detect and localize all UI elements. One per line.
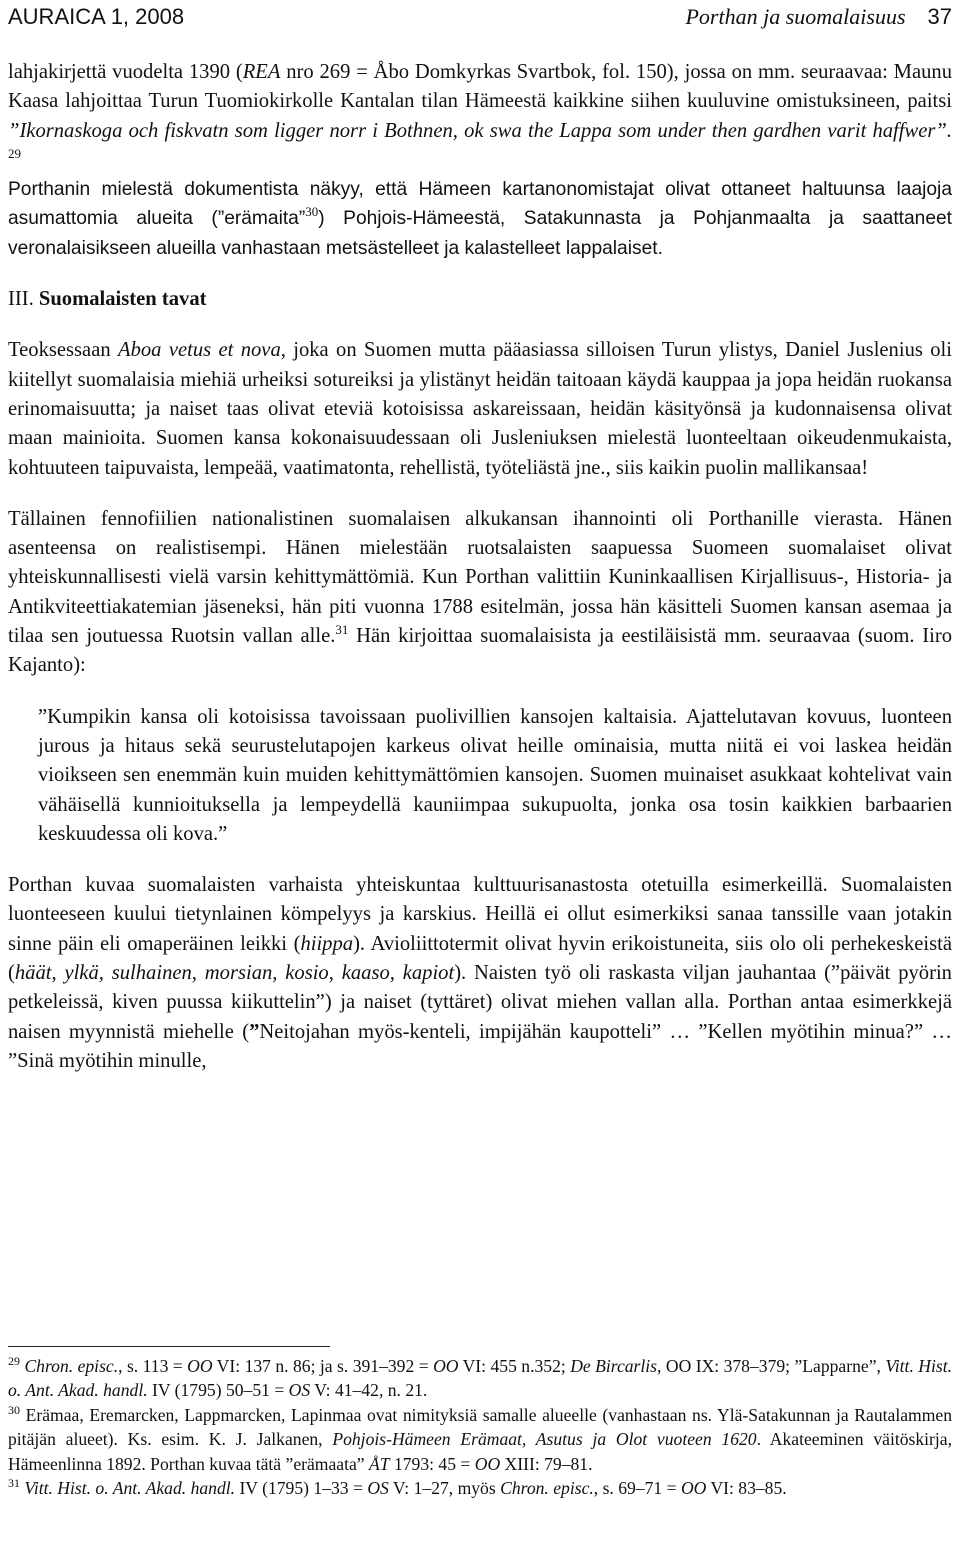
paragraph-1 <box>8 58 952 263</box>
italic-run: OO <box>680 1478 707 1499</box>
footnote-number: 31 <box>8 1476 20 1491</box>
text-run: IV (1795) 1–33 = <box>235 1478 368 1499</box>
header-right <box>685 4 952 30</box>
footnote-29 <box>8 1354 952 1403</box>
italic-run: hiippa <box>300 932 354 955</box>
footnote-ref-30[interactable]: 30 <box>305 204 319 220</box>
footnote-number: 30 <box>8 1402 20 1417</box>
text-run: lahjakirjettä vuodelta 1390 ( <box>8 61 243 83</box>
paragraph-2 <box>8 336 952 482</box>
text-run: Tällainen fennofiilien nationalistinen suomalaisen alkukansan ihannointi oli Porthanille vierasta. Hänen asenteensa on realistisempi. Hänen mielestään ruotsalaisten saapuessa Suomeen suomalaiset olivat yhteiskunnallisesti vielä varsin kehittymättömiä. Kun Porthan valittiin Kuninkaallisen Kirjallisuus-, Historia- ja Antikviteettiakatemian jäseneksi, hän piti vuonna 1788 esitelmän, jossa hän käsitteli Suomen kansan asemaa ja tilaa sen joutuessa Ruotsin vallan alle. <box>8 507 952 648</box>
section-number: III. <box>8 288 39 311</box>
section-title: Suomalaisten tavat <box>38 288 207 311</box>
bold-quote-mark: ” <box>249 1020 260 1043</box>
text-run: XIII: 79–81. <box>500 1453 593 1474</box>
text-run: joka on Suomen mutta pääasiassa silloisen Turun ylistys, Daniel Juslenius oli kiitellyt suomalaisia miehiä urheiksi sotureiksi ja ylistänyt heidän taitoaan käydä kauppaa ja jopa heidän ruokansa erinomaisuutta; ja naiset taas olivat eteviä kotoisissa askareissaan, heidän käsityönsä ja kudonnaisensa olivat maan mainioita. Suomen kansa kokonaisuudessaan oli Jusleniuksen mielestä luonteeltaan oikeudenmukaista, kohtuuteen taipuvaista, lempeää, vaatimatonta, rehellistä, työteliästä jne., siis kaikin puolin mallikansaa! <box>8 339 952 479</box>
text-run: VI: 83–85. <box>706 1478 787 1499</box>
text-run: Erämaa, Eremarcken, Lappmarcken, Lapinmaa ovat nimityksiä samalle alueelle (vanhastaan ns. Ylä-Satakunnan ja Rautalammen pitäjän alueet). Ks. esim. K. J. Jalkanen, <box>8 1404 952 1450</box>
spacer <box>8 849 952 871</box>
italic-run: De Bircarlis <box>570 1356 658 1376</box>
italic-run: OS <box>288 1380 311 1401</box>
text-run: Teoksessaan <box>8 339 118 362</box>
paragraph-3 <box>8 505 952 681</box>
italic-run: Chron. episc. <box>24 1356 119 1376</box>
footnote-number: 29 <box>8 1354 20 1368</box>
running-title: Porthan ja suomalaisuus <box>685 4 906 29</box>
spacer <box>8 314 952 336</box>
italic-run: häät, ylkä, sulhainen, morsian, kosio, kaaso, kapiot <box>14 962 455 985</box>
page-header <box>8 4 952 34</box>
paragraph-4 <box>8 871 952 1076</box>
italic-run: OO <box>474 1453 501 1474</box>
footnote-divider <box>8 1346 330 1347</box>
footnotes <box>8 1354 952 1500</box>
italic-run: OO <box>187 1356 213 1376</box>
italic-run: Aboa vetus et nova, <box>118 339 286 362</box>
text-run: VI: 455 n.352; <box>458 1356 571 1376</box>
journal-name: AURAICA 1, 2008 <box>8 4 185 29</box>
text-run: Neitojahan myös-kenteli, impijähän kaupotteli” … ”Kellen myötihin minua?” … ”Sinä myötihin minulle, <box>8 1020 952 1072</box>
text-run: ). Avioliittotermit olivat hyvin erikoistuneita, siis olo oli perhekeskeistä ( <box>8 932 952 985</box>
italic-run: ÅT <box>369 1453 390 1474</box>
sans-run: Porthanin mielestä dokumentista näkyy, että Hämeen kartanonomistajat olivat ottaneet haltuunsa laajoja asumattomia alueita ( <box>8 179 952 230</box>
sans-run: ) Pohjois-Hämeestä, Satakunnasta ja Pohjanmaalta ja saattaneet veronalaisikseen alueilla vanhastaan metsästelleet ja kalastelleet lappalaiset. <box>8 208 953 259</box>
footnote-ref-29[interactable]: 29 <box>8 145 21 161</box>
block-quote: ”Kumpikin kansa oli kotoisissa tavoissaan puolivillien kansojen kaltaisia. Ajattelutavan kovuus, luonteen jurous ja hitaus sekä seurustelutapojen karkeus olivat heille ominaisia, mutta niitä ei voi laskea heidän vioikseen sen enemmän kuin muiden kehittymättömien kansojen. Suomen muinaiset asukkaat kohtelivat vain vähäisellä kunnioituksella ja lempeydellä kauniimpaa sukupuolta, jonka osa tosin kaikkien barbaarien keskuudessa oli kova.” <box>38 705 952 845</box>
text-run: , s. 113 = <box>118 1356 188 1376</box>
sans-run: ”erämaita” <box>217 208 306 230</box>
text-run: , OO IX: 378–379; ”Lapparne”, <box>657 1356 886 1376</box>
text-run: Hän kirjoittaa suomalaisista ja eestiläisistä mm. seuraavaa (suom. Iiro Kajanto): <box>8 625 952 677</box>
spacer <box>8 681 952 703</box>
footnote-30 <box>8 1403 952 1476</box>
text-run: V: 1–27, myös <box>388 1478 501 1499</box>
section-heading <box>8 285 952 314</box>
italic-run: REA <box>242 61 281 83</box>
italic-run: Vitt. Hist. o. Ant. Akad. handl. <box>24 1478 236 1499</box>
text-run: Porthan kuvaa suomalaisten varhaista yhteiskuntaa kulttuurisanastosta otetuilla esimerkeillä. Suomalaisten luonteeseen kuului tietynlainen kömpelyys ja karskius. Heillä ei ollut esimerkiksi sanaa tanssille vaan jotakin sinne päin eli omaperäinen leikki ( <box>8 874 952 955</box>
footnote-31 <box>8 1476 952 1500</box>
italic-run: Chron. episc. <box>500 1478 594 1499</box>
text-run: IV (1795) 50–51 = <box>147 1380 289 1401</box>
italic-run: OS <box>367 1478 389 1499</box>
text-run: VI: 137 n. 86; ja s. 391–392 = <box>212 1356 434 1376</box>
text-run: V: 41–42, n. 21. <box>310 1380 428 1401</box>
spacer <box>8 263 952 285</box>
main-text <box>8 58 952 1076</box>
italic-run: OO <box>433 1356 459 1376</box>
footnote-ref-31[interactable]: 31 <box>335 622 349 638</box>
text-run: 1793: 45 = <box>389 1453 475 1474</box>
text-run: . Akateeminen väitöskirja, Hämeenlinna 1892. Porthan kuvaa tätä ”erämaata” <box>8 1429 952 1474</box>
text-run: ). Naisten työ oli raskasta viljan jauhantaa (”päivät pyörin petkeleissä, kiven puussa kiikuttelin”) ja naiset (tyttäret) olivat miehen vallan alla. Porthan antaa esimerkkejä naisen myynnistä miehelle ( <box>8 962 952 1043</box>
italic-run: Vitt. Hist. o. Ant. Akad. handl. <box>8 1356 952 1401</box>
italic-quote-run: ”Ikornaskoga och fiskvatn som ligger norr i Bothnen, ok swa the Lappa som under then gardhen varit haffwer”. <box>8 119 952 142</box>
spacer <box>8 483 952 505</box>
italic-run: Pohjois-Hämeen Erämaat, Asutus ja Olot vuoteen 1620 <box>332 1429 757 1450</box>
page-number: 37 <box>927 4 952 29</box>
text-run: nro 269 = Åbo Domkyrkas Svartbok, fol. 150), jossa on mm. seuraavaa: Maunu Kaasa lahjoittaa Turun Tuomiokirkolle Kantalan tilan Hämeestä kaikkine siihen kuuluvine omistuksineen, paitsi <box>8 61 952 113</box>
text-run: , s. 69–71 = <box>593 1478 681 1499</box>
